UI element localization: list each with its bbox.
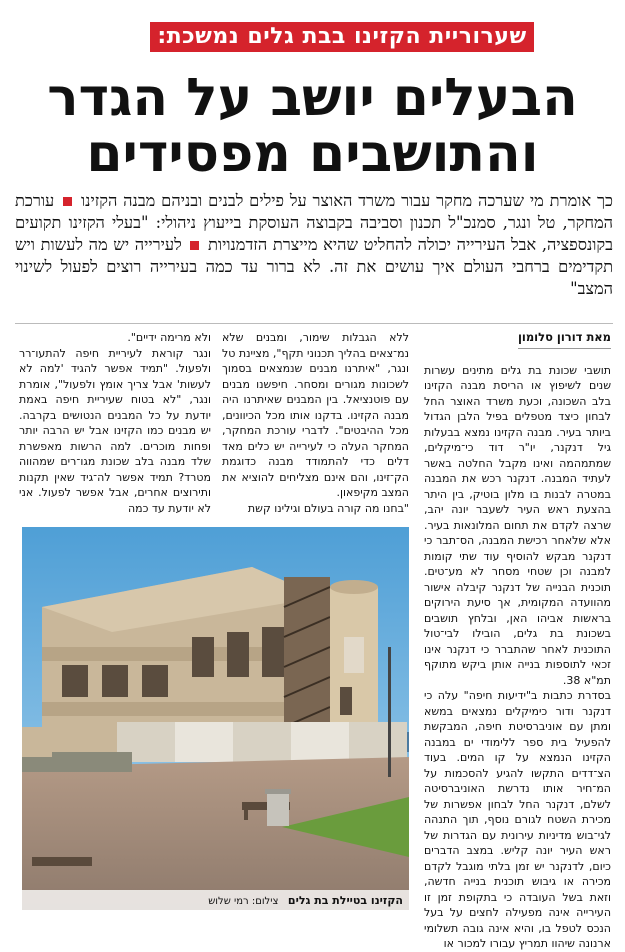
deck-part-2: עורכת המחקר, טל ונגר, סמנכ"ל תכנון וסביבה בקבוצה העוסקת בייעוץ ניהולי: "בעלי הקזינו תקועים בקונספציה, אבל העירייה יכולה להחליט שהיא מייצרת הזדמנויות xyxy=(15,191,613,254)
headline-line-1: הבעלים יושב על הגדר xyxy=(47,68,578,128)
kicker-banner: שערוריית הקזינו בבת גלים נמשכת: xyxy=(150,22,534,52)
headline xyxy=(15,70,610,182)
deck-part-3: לעירייה יש מה לעשות ויש תקדימים ברחבי העולם איך עושים את זה. לא ברור עד כמה בעירייה רוצים לפעול לשינוי המצב" xyxy=(15,235,613,298)
red-square-marker xyxy=(63,197,72,206)
column-2-text: ללא הגבלות שימור, ומבנים שלא נמ־צאים בהליך תכנוני תקף", מציינת טל ונגר, "איתרנו מבנים שנמצאים בסמוך לשכונות מגורים ומסחר. חיפשנו מבנים עם פוטנציאל. בין המבנים שאיתרנו היה מבנה הקזינו. בדקנו אותו מכל הכיוונים, מכל ההיבטים". לדברי עורכת המחקר, המחקר העלה כי לעירייה יש כלים מאד דלים כדי להתמודד מבנה כדוגמת הק־זינו, והם אינם מצליחים להוציא את המצב מקיפאון. "בחנו מה קורה בעולם וגילינו קשת xyxy=(221,331,409,515)
divider xyxy=(15,323,613,324)
column-1-text: תושבי שכונת בת גלים מתינים עשרות שנים לשיפוץ או הריסת מבנה הקזינו בלב השכונה, וכעת משרד האוצר החל לבחון כיצד מטפלים בפיל הלבן הגדול ביותר בעיר. מבנה הקזינו נמצא בבעלות גיל דנקנר, יו"ר דוד כי־מיקלים, שמתמהמה ואינו מקבל החלטה באשר לעתיד המבנה. דנקנר רכש את המבנה במטרה לבנות בו מלון בוטיק, בין היתר בהצעת ראש העיר לשעבר יונה יהב, שרצה לקדם את תחום המלונאות בעיר. אלא שלאחר רכישת המבנה, הס־תבר כי דנקנר מבקש להוסיף עוד שתי קומות למבנה וכן שטחי מסחר לא מע־טים. תוכנית הבנייה של דנקנר קיבלה אישור מהוועדה המקומית, אך סיעת הירוקים בראשות אביהו האן, ובלחץ תושבים בשכונת בת גלים, הובילו לבי־טול התוכנית לאחר שהתברר כי דנקנר אינו זכאי לתוספות בנייה אותן ביקש מתוקף תמ"א 38. בסדרת כתבות ב"ידיעות חיפה" עלה כי דנקנר ודור כימיקלים נמצאים במשא ומתן עם אוניברסיטת חיפה, המבקשת להפעיל בית ספר ללימודי ים במבנה הקזינו הנמצא על קו המים. בעוד הצ־דדים התקשו להגיע להסכמות על המ־חיר אותו נדרשת האוניברסיטה לשלם, דנקנר החל לבחון אפשרות של מכירת השטח לגורם נוסף, תוך התנהה לגי־בוש מדיניות עירונית עם הגדרות של ראש העיר יונה קליש. במצב הדברים כיום, לדנקנר יש זמן בלתי מוגבל לקדם מכירה או גיבוש תוכנית בנייה חדשה, וזאת בשל העובדה כי בתקופת זמן זו העירייה אינה מפעילה לחצים על בעל הנכס לטפל בו, והיא אינה גובה תשלומי ארנונה שיהוו תמריץ עבורו למכור או xyxy=(424,363,611,950)
deck-subheadline xyxy=(15,190,613,300)
photo-caption: הקזינו בטיילת בת גלים xyxy=(287,894,403,907)
red-square-marker xyxy=(190,241,199,250)
column-3-text: ולא מרימה ידיים". ונגר קוראת לעיריית חיפה להתעו־רר ולפעול. "תמיד אפשר להגיד 'למה לא לעשות' אבל צריך אומץ ולפעול", אומרת ונגר, "לא בטוח שעיריית חיפה באמת יודעת על כל המבנים הנטושים בקרבה. יש מבנים כמו הקזינו אבל יש הרבה יותר ופחות מוכרים. למה הרשות מאפשרת שלד מבנה בלב שכונת מגו־רים שמהווה מטרד? תמיד אפשר לה־גיד שאין תקנות ותירוצים אחרים, אבל אפשר לפעול. אני לא יודעת עד כמה xyxy=(19,331,211,515)
article-column-3 xyxy=(19,330,211,540)
deck-part-1: כך אומרת מי שערכה מחקר עבור משרד האוצר על פילים לבנים ובניהם מבנה הקזינו xyxy=(80,191,613,210)
photo-caption-bar xyxy=(22,890,409,912)
casino-photo-illustration xyxy=(22,527,409,910)
photo-credit: צילום: רמי שלוש xyxy=(208,896,279,907)
article-column-2 xyxy=(222,330,409,540)
headline-line-2: והתושבים מפסידים xyxy=(86,124,539,184)
article-column-1 xyxy=(424,330,611,950)
byline: מאת דורון סלומון xyxy=(518,330,611,349)
casino-building-photo xyxy=(22,527,409,910)
